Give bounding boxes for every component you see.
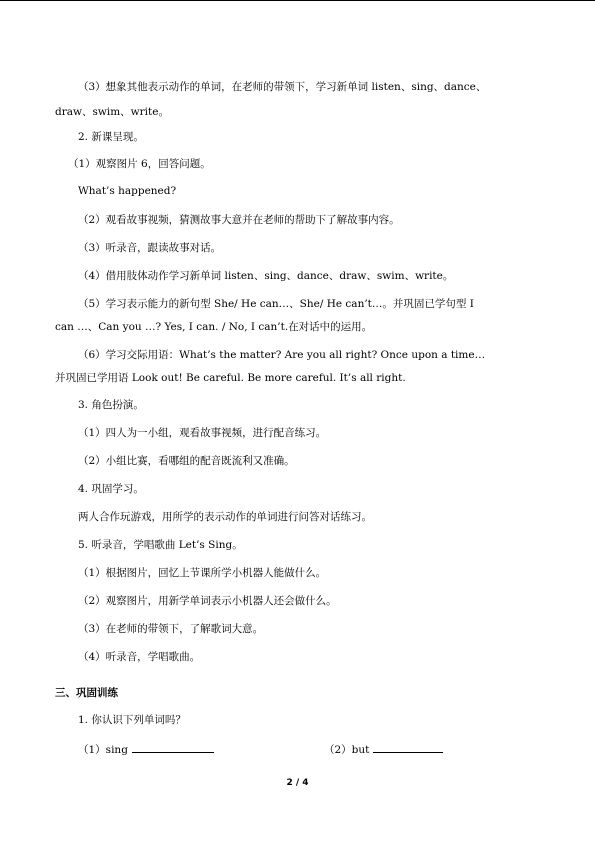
page-number: 2 / 4 (286, 778, 309, 788)
answer-blank[interactable] (373, 741, 443, 753)
text-line: （1）四人为一小组，观看故事视频，进行配音练习。 (78, 427, 327, 439)
blank-label: （1）sing (78, 744, 128, 756)
text-line: 3. 角色扮演。 (78, 399, 144, 411)
text-line: （1）根据图片，回忆上节课所学小机器人能做什么。 (78, 567, 327, 579)
section-heading: 三、巩固训练 (55, 687, 118, 699)
text-line: （3）在老师的带领下，了解歌词大意。 (78, 623, 264, 635)
text-line: （2）小组比赛，看哪组的配音既流利又准确。 (78, 455, 295, 467)
text-line: （6）学习交际用语：What’s the matter? Are you all right? Once upon a time… (78, 349, 486, 361)
text-line: 2. 新课呈现。 (78, 131, 144, 143)
text-line: What’s happened? (78, 185, 177, 197)
text-line: 两人合作玩游戏，用所学的表示动作的单词进行问答对话练习。 (78, 511, 372, 523)
text-line: （1）观察图片 6，回答问题。 (68, 158, 211, 170)
text-line: （3）听录音，跟读故事对话。 (78, 242, 222, 254)
text-line: （4）听录音，学唱歌曲。 (78, 651, 201, 663)
text-line: （2）观看故事视频，猜测故事大意并在老师的帮助下了解故事内容。 (78, 214, 400, 226)
text-line: 4. 巩固学习。 (78, 483, 144, 495)
text-line: 5. 听录音，学唱歌曲 Let’s Sing。 (78, 539, 243, 551)
blank-item (78, 741, 214, 757)
text-line: 并巩固已学用语 Look out! Be careful. Be more careful. It’s all right. (55, 372, 406, 384)
text-line: draw、swim、write。 (55, 106, 169, 118)
question-text: 1. 你认识下列单词吗？ (78, 714, 186, 726)
top-rule (0, 0, 595, 1)
blank-label: （2）but (324, 744, 370, 756)
text-line: （2）观察图片，用新学单词表示小机器人还会做什么。 (78, 595, 337, 607)
text-line: （4）借用肢体动作学习新单词 listen、sing、dance、draw、swim、write。 (78, 270, 454, 282)
blank-item (324, 741, 443, 757)
text-line: （5）学习表示能力的新句型 She/ He can…、She/ He can’t…。并巩固已学句型 I (78, 298, 474, 310)
answer-blank[interactable] (132, 741, 214, 753)
text-line: （3）想象其他表示动作的单词，在老师的带领下，学习新单词 listen、sing、dance、 (78, 81, 487, 93)
text-line: can …、Can you …? Yes, I can. / No, I can’t.在对话中的运用。 (55, 321, 373, 333)
